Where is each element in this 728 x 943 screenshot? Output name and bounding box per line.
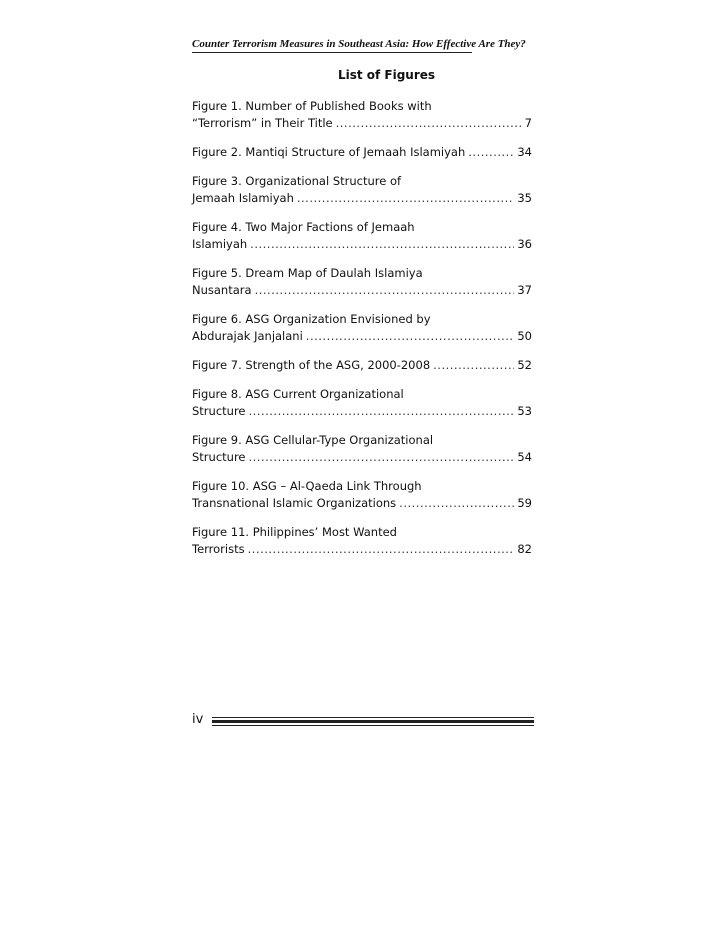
dot-leader bbox=[306, 328, 515, 345]
dot-leader bbox=[250, 236, 514, 253]
dot-leader bbox=[399, 495, 514, 512]
page-ref: 59 bbox=[517, 496, 532, 510]
figure-entry-11 bbox=[192, 524, 532, 558]
page-ref: 82 bbox=[517, 542, 532, 556]
figure-title-line: Figure 6. ASG Organization Envisioned by bbox=[192, 312, 431, 326]
dot-leader bbox=[249, 449, 515, 466]
page-ref: 35 bbox=[517, 191, 532, 205]
figure-title-line: Figure 11. Philippines’ Most Wanted bbox=[192, 525, 397, 539]
figure-title-line: Abdurajak Janjalani bbox=[192, 329, 303, 343]
figure-title-line: Figure 1. Number of Published Books with bbox=[192, 99, 432, 113]
figure-entry-3 bbox=[192, 173, 532, 207]
page-ref: 36 bbox=[517, 237, 532, 251]
dot-leader bbox=[248, 541, 515, 558]
figure-title-line: Figure 3. Organizational Structure of bbox=[192, 174, 402, 188]
page-ref: 50 bbox=[517, 329, 532, 343]
figure-entry-2 bbox=[192, 144, 532, 161]
figure-entry-1 bbox=[192, 98, 532, 132]
figure-entry-10 bbox=[192, 478, 532, 512]
figure-entry-6 bbox=[192, 311, 532, 345]
figure-title-line: Structure bbox=[192, 404, 246, 418]
page-ref: 7 bbox=[524, 116, 532, 130]
figure-entry-7 bbox=[192, 357, 532, 374]
dot-leader bbox=[433, 357, 514, 374]
figure-title-line: “Terrorism” in Their Title bbox=[192, 116, 333, 130]
figure-entry-5 bbox=[192, 265, 532, 299]
dot-leader bbox=[468, 144, 514, 161]
figure-entry-4 bbox=[192, 219, 532, 253]
figure-entry-9 bbox=[192, 432, 532, 466]
page-ref: 37 bbox=[517, 283, 532, 297]
figure-title-line: Figure 5. Dream Map of Daulah Islamiya bbox=[192, 266, 423, 280]
page-title: List of Figures bbox=[337, 68, 436, 82]
footer-rule-top bbox=[212, 717, 534, 718]
figure-title-line: Figure 2. Mantiqi Structure of Jemaah Islamiyah bbox=[192, 145, 466, 159]
figure-title-line: Terrorists bbox=[192, 542, 245, 556]
page-number: iv bbox=[192, 712, 204, 727]
figure-title-line: Figure 4. Two Major Factions of Jemaah bbox=[192, 220, 415, 234]
dot-leader bbox=[249, 403, 515, 420]
dot-leader bbox=[255, 282, 515, 299]
page-ref: 52 bbox=[517, 358, 532, 372]
page-ref: 53 bbox=[517, 404, 532, 418]
dot-leader bbox=[297, 190, 514, 207]
figure-title-line: Figure 10. ASG – Al-Qaeda Link Through bbox=[192, 479, 422, 493]
figure-title-line: Figure 9. ASG Cellular-Type Organizational bbox=[192, 433, 434, 447]
dot-leader bbox=[336, 115, 522, 132]
figure-title-line: Figure 8. ASG Current Organizational bbox=[192, 387, 404, 401]
figure-title-line: Jemaah Islamiyah bbox=[192, 191, 294, 205]
running-header: Counter Terrorism Measures in Southeast Asia: How Effective Are They? bbox=[192, 38, 526, 50]
figure-entry-8 bbox=[192, 386, 532, 420]
footer-rule-thick bbox=[212, 720, 534, 723]
figure-title-line: Structure bbox=[192, 450, 246, 464]
figure-list bbox=[192, 98, 532, 570]
footer-rule-bottom bbox=[212, 725, 534, 726]
figure-title-line: Figure 7. Strength of the ASG, 2000-2008 bbox=[192, 358, 431, 372]
page-ref: 54 bbox=[517, 450, 532, 464]
page-ref: 34 bbox=[517, 145, 532, 159]
figure-title-line: Nusantara bbox=[192, 283, 252, 297]
figure-title-line: Islamiyah bbox=[192, 237, 248, 251]
figure-title-line: Transnational Islamic Organizations bbox=[192, 496, 397, 510]
header-rule bbox=[192, 52, 472, 53]
